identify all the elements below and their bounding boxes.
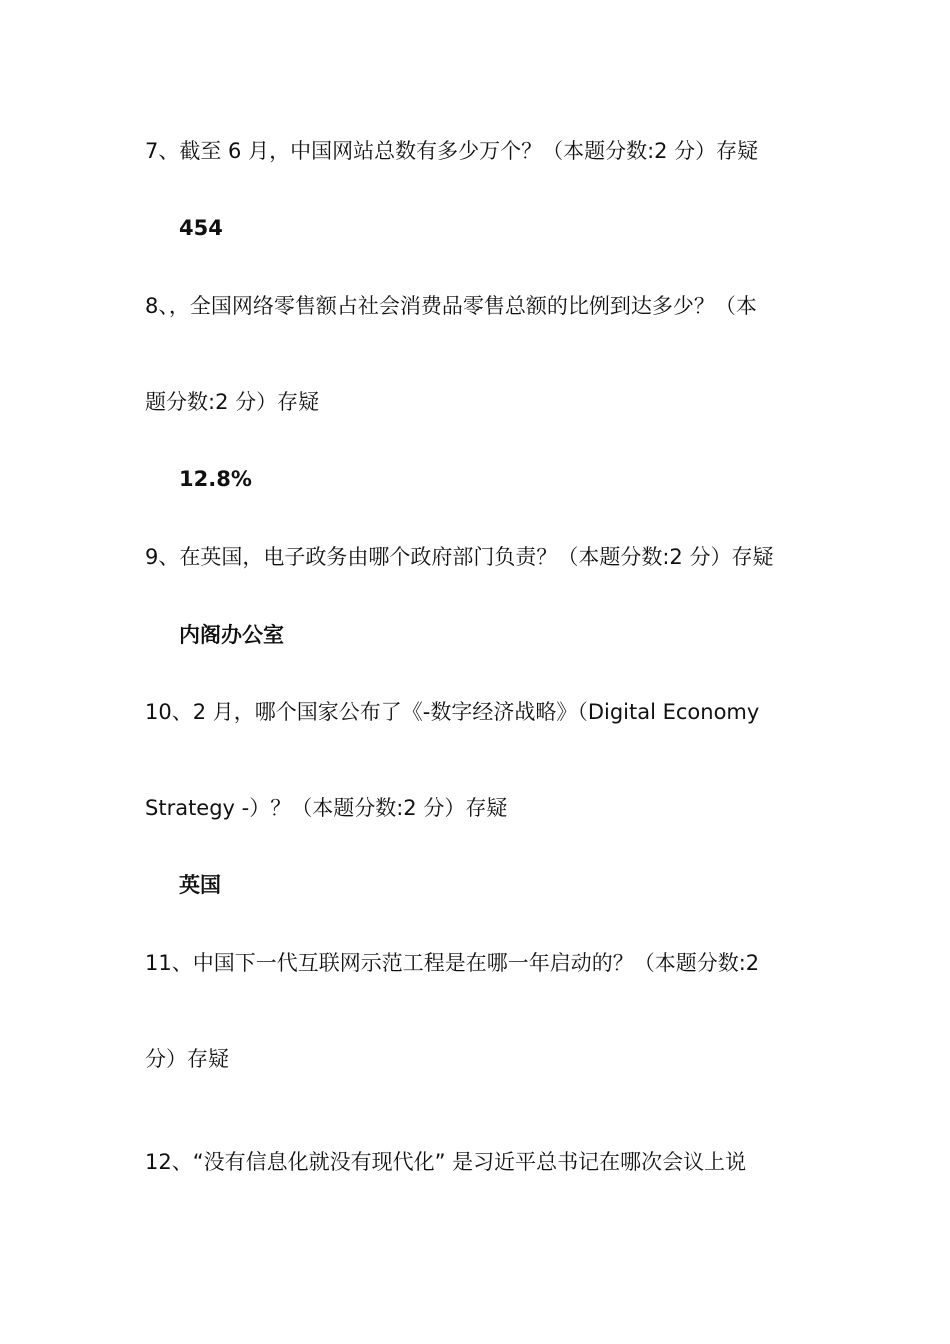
question-7-line-1: 7、截至 6 月，中国网站总数有多少万个？（本题分数:2 分）存疑 xyxy=(145,139,759,163)
question-10-line-1: 10、2 月，哪个国家公布了《-数字经济战略》（Digital Economy xyxy=(145,700,760,724)
question-12-line-1: 12、“没有信息化就没有现代化” 是习近平总书记在哪次会议上说 xyxy=(145,1150,747,1174)
answer-9: 内阁办公室 xyxy=(179,623,284,647)
answer-10: 英国 xyxy=(179,873,221,897)
question-10-line-2: Strategy -）？（本题分数:2 分）存疑 xyxy=(145,796,508,820)
answer-8: 12.8% xyxy=(179,467,252,491)
question-11-line-1: 11、中国下一代互联网示范工程是在哪一年启动的？（本题分数:2 xyxy=(145,951,760,975)
question-11-line-2: 分）存疑 xyxy=(145,1047,229,1071)
answer-7: 454 xyxy=(179,216,223,240)
question-8-line-2: 题分数:2 分）存疑 xyxy=(145,390,320,414)
question-8-line-1: 8、，全国网络零售额占社会消费品零售总额的比例到达多少？（本 xyxy=(145,294,757,318)
question-9-line-1: 9、在英国，电子政务由哪个政府部门负责？（本题分数:2 分）存疑 xyxy=(145,545,774,569)
